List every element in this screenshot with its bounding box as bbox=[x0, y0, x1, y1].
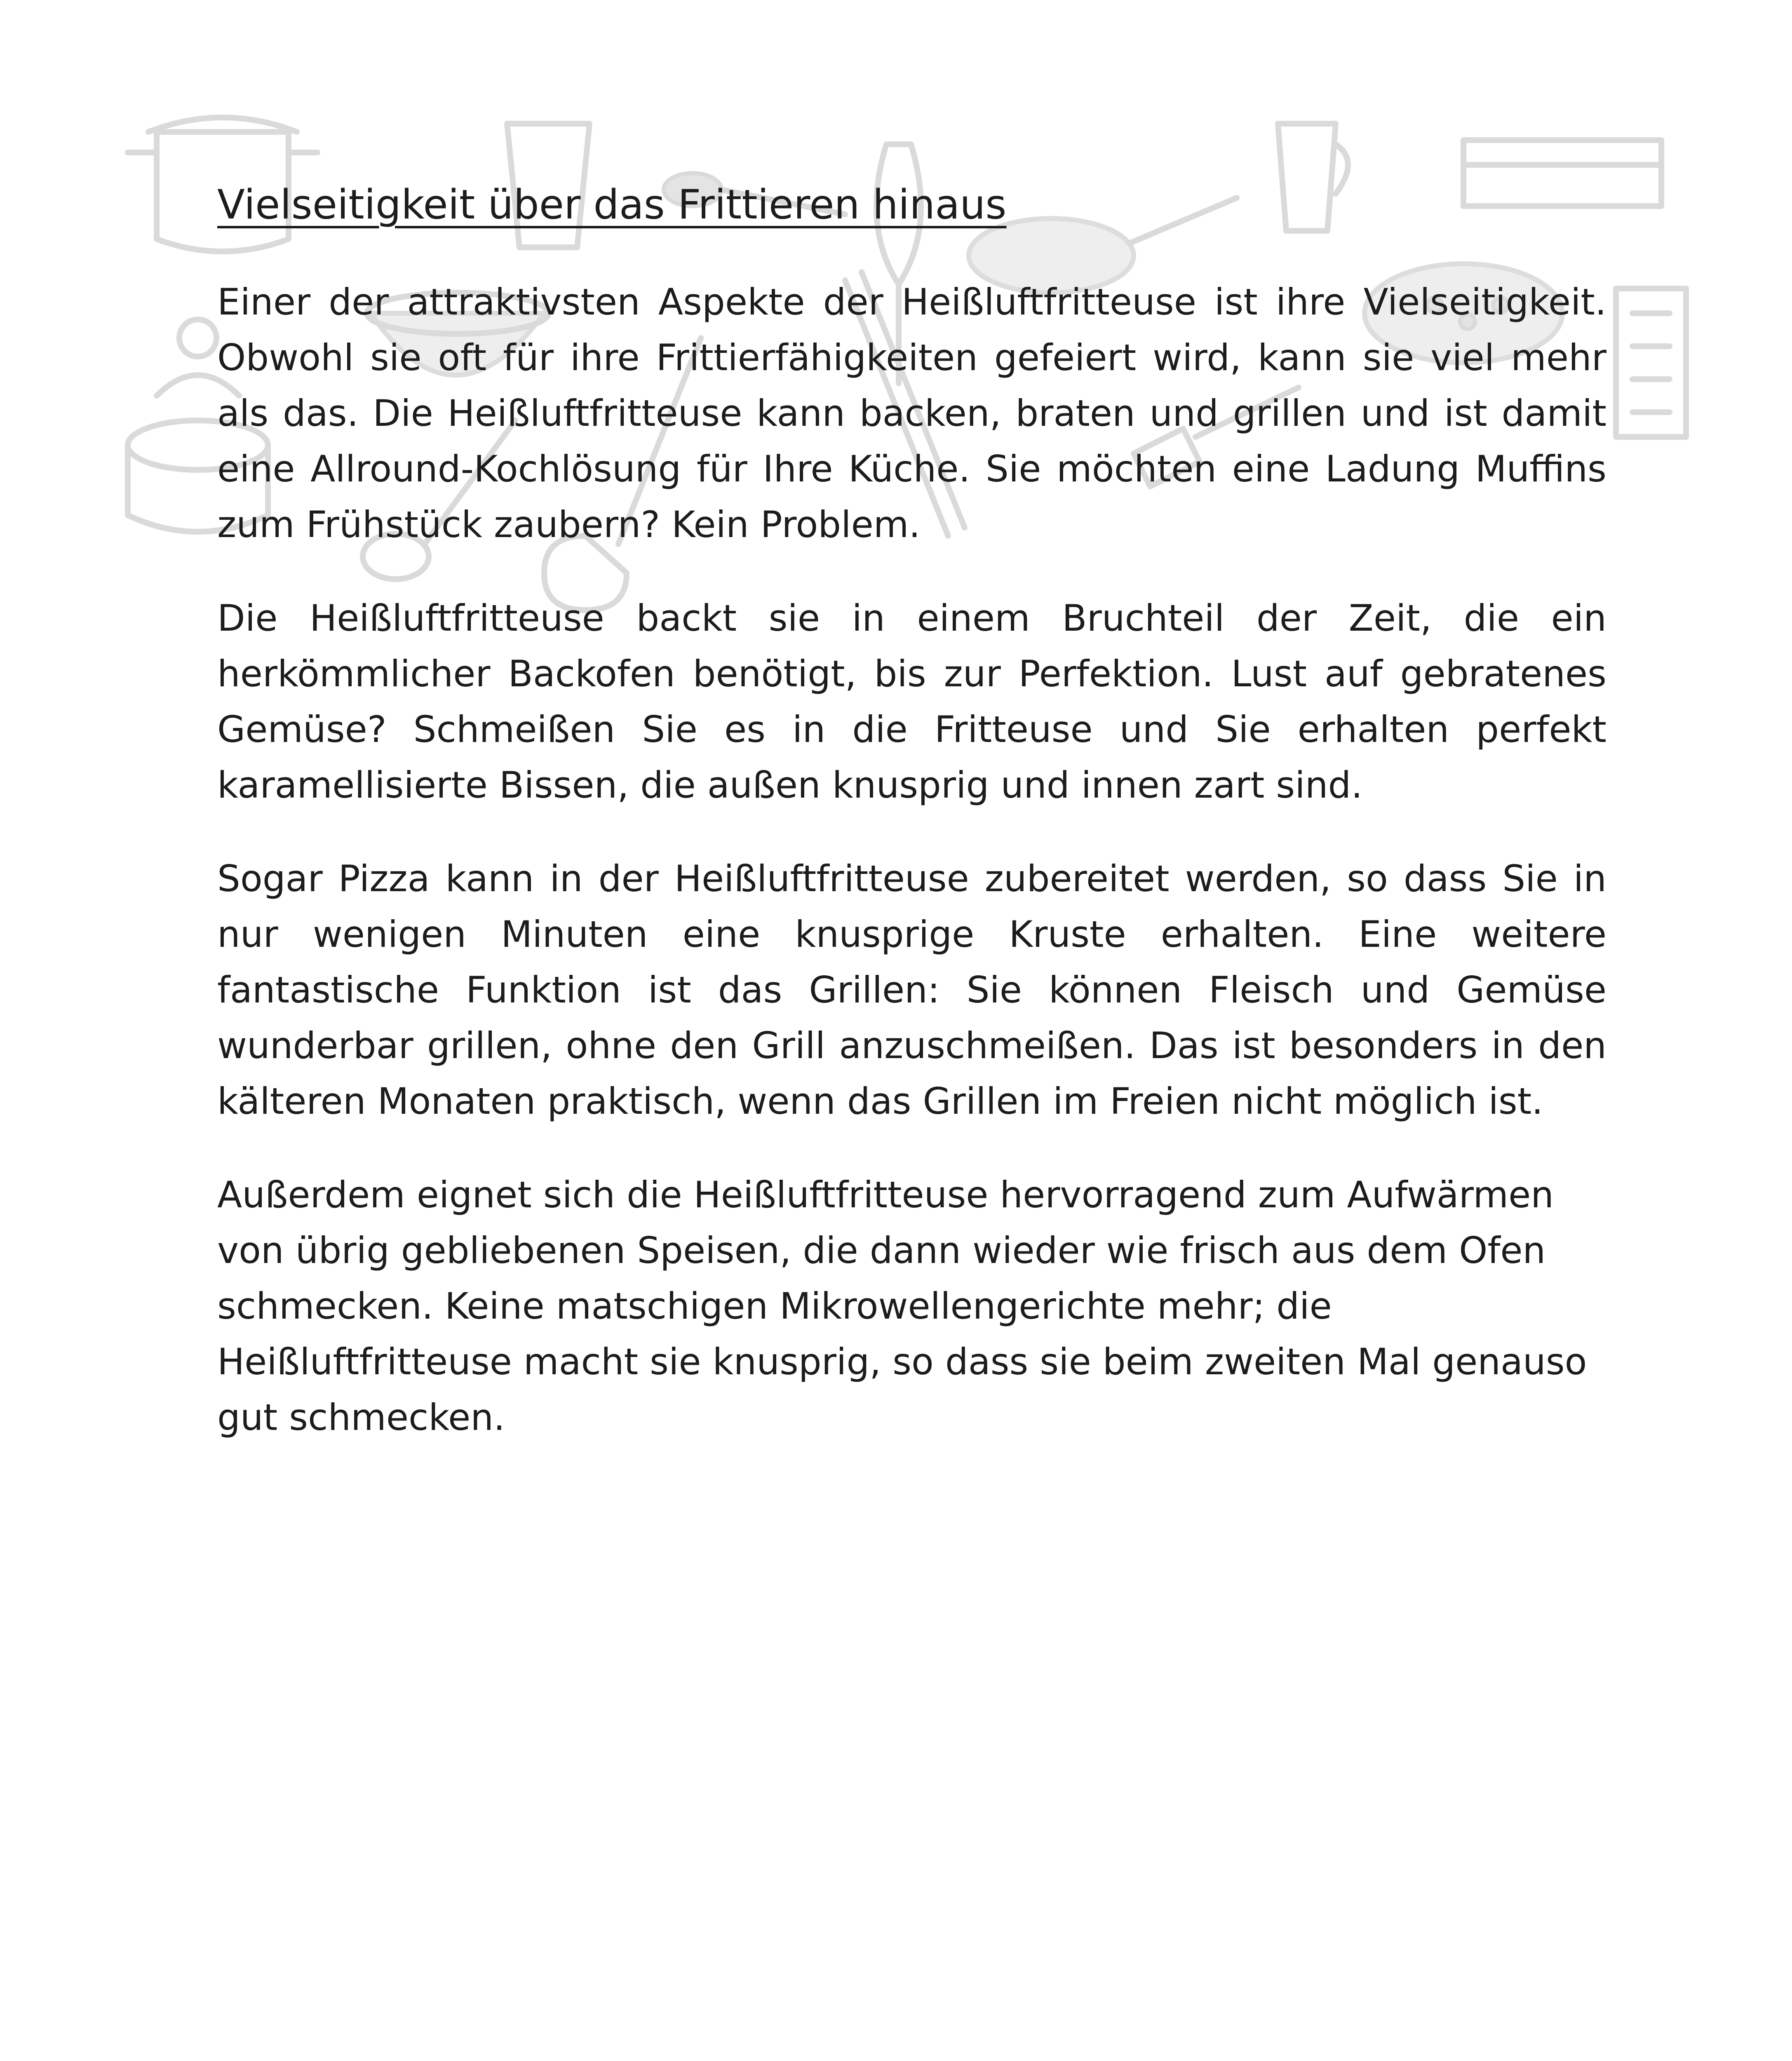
paragraph-4: Außerdem eignet sich die Heißluftfritteuse hervorragend zum Aufwärmen von übrig gebliebenen Speisen, die dann wieder wie frisch aus dem Ofen schmecken. Keine matschigen Mikrowellengerichte mehr; die Heißluftfritteuse macht sie knusprig, so dass sie beim zweiten Mal genauso gut schmecken. bbox=[217, 1174, 1587, 1439]
document-body bbox=[217, 177, 1606, 1483]
paragraph-2: Die Heißluftfritteuse backt sie in einem Bruchteil der Zeit, die ein herkömmlicher Backofen benötigt, bis zur Perfektion. Lust auf gebratenes Gemüse? Schmeißen Sie es in die Fritteuse und Sie erhalten perfekt karamellisierte Bissen, die außen knusprig und innen zart sind. bbox=[217, 597, 1606, 806]
paragraph-1: Einer der attraktivsten Aspekte der Heißluftfritteuse ist ihre Vielseitigkeit. Obwohl sie oft für ihre Frittierfähigkeiten gefeiert wird, kann sie viel mehr als das. Die Heißluftfritteuse kann backen, braten und grillen und ist damit eine Allround-Kochlösung für Ihre Küche. Sie möchten eine Ladung Muffins zum Frühstück zaubern? Kein Problem. bbox=[217, 281, 1606, 546]
paragraph-3: Sogar Pizza kann in der Heißluftfritteuse zubereitet werden, so dass Sie in nur wenigen Minuten eine knusprige Kruste erhalten. Eine weitere fantastische Funktion ist das Grillen: Sie können Fleisch und Gemüse wunderbar grillen, ohne den Grill anzuschmeißen. Das ist besonders in den kälteren Monaten praktisch, wenn das Grillen im Freien nicht möglich ist. bbox=[217, 857, 1606, 1122]
grater-icon bbox=[1616, 289, 1686, 437]
section-heading: Vielseitigkeit über das Frittieren hinaus bbox=[217, 181, 1007, 228]
